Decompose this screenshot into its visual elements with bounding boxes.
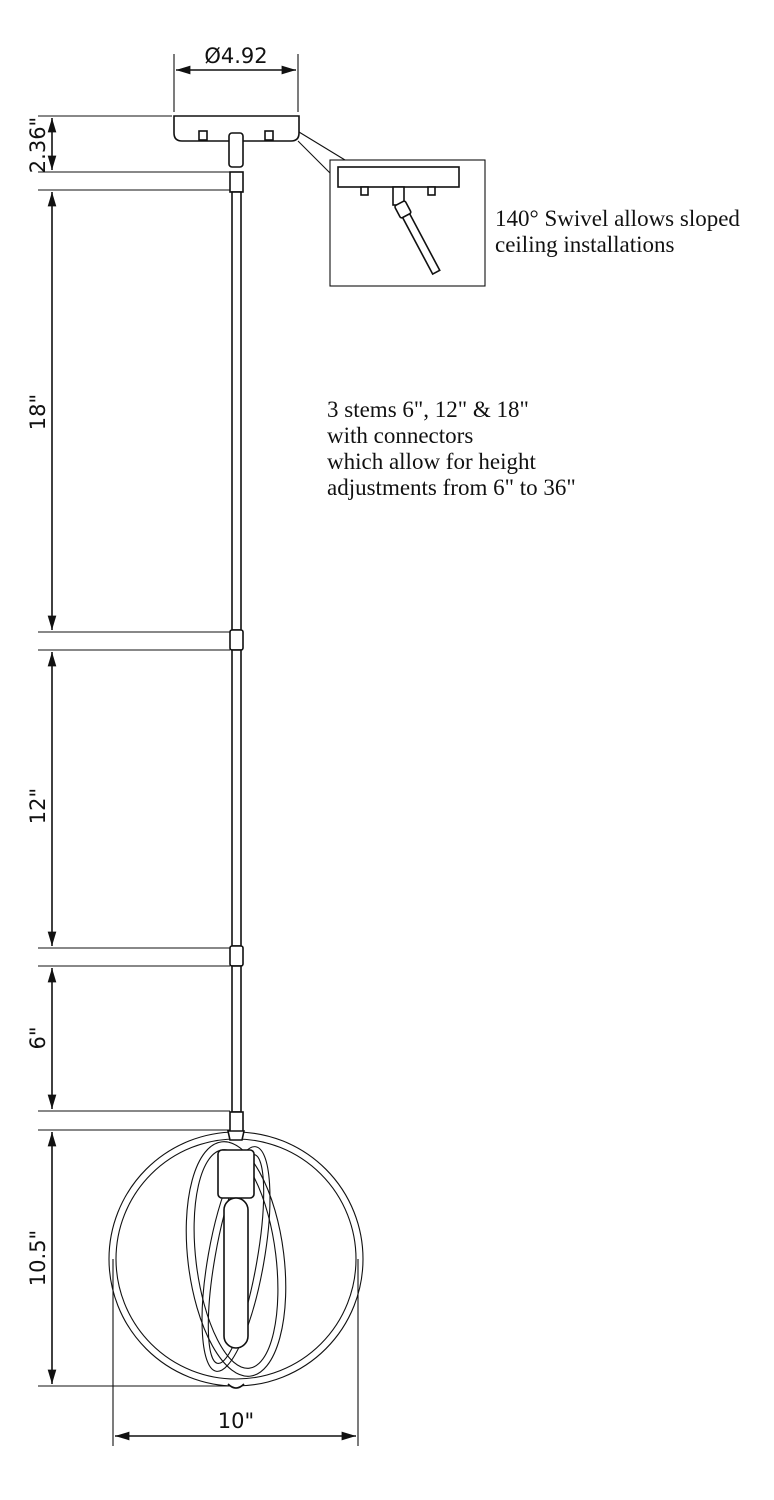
extension-lines — [38, 172, 230, 1386]
stems-note-line-4: adjustments from 6" to 36" — [327, 475, 576, 500]
canopy — [174, 116, 299, 167]
stem-6-dimension — [26, 968, 52, 1109]
globe-height-label: 10.5" — [26, 1229, 50, 1287]
stems-note — [327, 397, 576, 500]
stems-note-line-3: which allow for height — [327, 449, 536, 474]
stem-assembly — [230, 172, 243, 1132]
swivel-note-line-2: ceiling installations — [495, 232, 675, 257]
canopy-height-label: 2.36" — [26, 116, 50, 174]
swivel-detail — [298, 132, 485, 286]
stems-note-line-1: 3 stems 6", 12" & 18" — [327, 397, 529, 422]
canopy-height-dimension — [26, 116, 172, 173]
stem-18-label: 18" — [26, 393, 50, 431]
swivel-note — [495, 206, 740, 257]
stem-12-dimension — [26, 652, 52, 946]
stem-6-label: 6" — [26, 1026, 50, 1050]
globe-width-label: 10" — [217, 1409, 255, 1433]
stem-18-dimension — [26, 192, 52, 630]
globe-fixture — [109, 1131, 363, 1388]
stem-12-label: 12" — [26, 787, 50, 825]
canopy-diameter-label: Ø4.92 — [204, 44, 268, 68]
swivel-note-line-1: 140° Swivel allows sloped — [495, 206, 740, 231]
stems-note-line-2: with connectors — [327, 423, 474, 448]
globe-height-dimension — [26, 1132, 52, 1384]
canopy-diameter-dimension — [174, 44, 298, 112]
